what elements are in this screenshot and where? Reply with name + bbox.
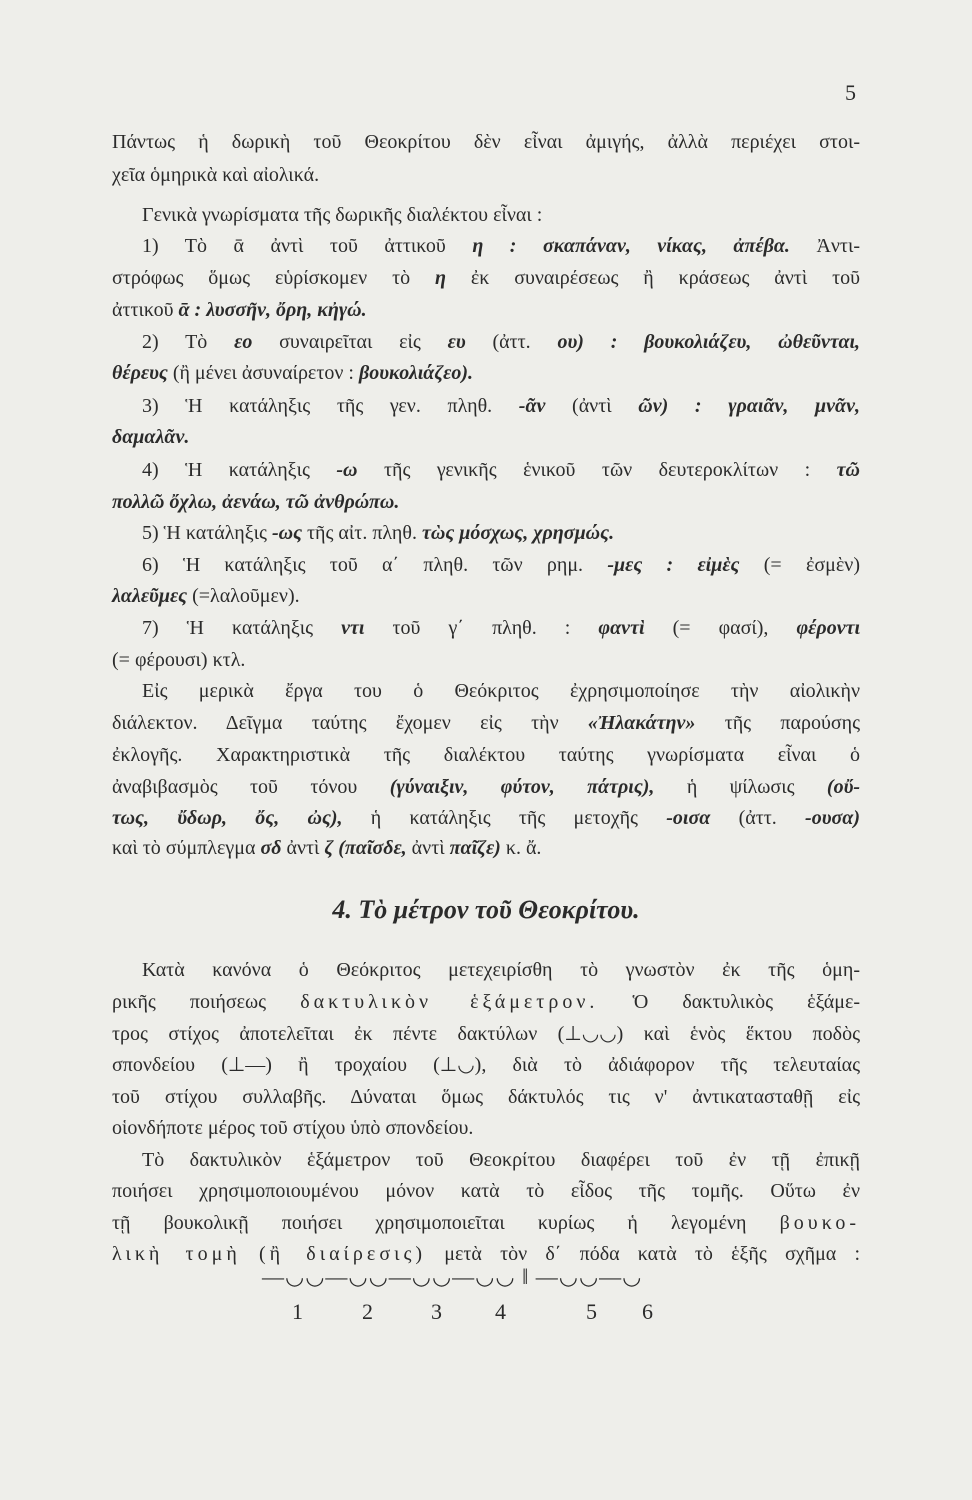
span: (ἀττ. bbox=[492, 331, 531, 353]
span: ευ bbox=[447, 331, 466, 353]
foot-number: 5 bbox=[586, 1299, 597, 1324]
span: (= φασί), bbox=[672, 617, 769, 639]
span: ρικῆς ποιήσεως bbox=[112, 991, 267, 1013]
text-line bbox=[112, 264, 860, 292]
span: Ἀντι- bbox=[816, 235, 861, 257]
text-line bbox=[142, 551, 860, 579]
span: τὼς μόσχως, χρησμώς. bbox=[421, 522, 615, 544]
span: ἐκ συναιρέσεως ἢ κράσεως ἀντὶ τοῦ bbox=[470, 267, 861, 289]
text-line: Γενικὰ γνωρίσματα τῆς δωρικῆς διαλέκτου εἶναι : bbox=[142, 204, 543, 226]
span: -ουσα) bbox=[805, 807, 861, 829]
span: (γύναιξιν, φύτον, πάτρις), bbox=[389, 776, 655, 798]
span: η bbox=[435, 267, 446, 289]
section-heading: 4. Τὸ μέτρον τοῦ Θεοκρίτου. bbox=[332, 895, 640, 924]
text-line: ποιήσει χρησιμοποιουμένου μόνον κατὰ τὸ εἶδος τῆς τομῆς. Οὕτω ἐν bbox=[112, 1180, 860, 1202]
span: ζ (παῖσδε, bbox=[324, 837, 407, 859]
span: φαντὶ bbox=[598, 617, 645, 639]
span: λικὴ τομὴ bbox=[112, 1243, 241, 1265]
text-line: τρος στίχος ἀποτελεῖται ἐκ πέντε δακτύλων (⊥◡◡) καὶ ἑνὸς ἕκτου ποδὸς bbox=[112, 1023, 860, 1045]
foot-number: 4 bbox=[495, 1299, 506, 1324]
span: 2) Τὸ bbox=[142, 331, 208, 353]
span: (= ἐσμὲν) bbox=[763, 554, 860, 576]
text-line: χεῖα ὁμηρικὰ καὶ αἰολικά. bbox=[112, 164, 320, 186]
foot-number: 1 bbox=[292, 1299, 303, 1324]
text-line bbox=[112, 804, 860, 832]
text-line bbox=[112, 359, 860, 387]
text-line: (= φέρουσι) κτλ. bbox=[112, 649, 246, 671]
span: «Ἠλακάτην» bbox=[587, 712, 696, 734]
span: εο bbox=[234, 331, 253, 353]
text-line: πολλῶ ὄχλω, ἀενάω, τῶ ἀνθρώπω. bbox=[112, 491, 400, 513]
text-line bbox=[112, 773, 860, 801]
span: (ἀντὶ bbox=[572, 395, 612, 417]
span: μετὰ τὸν δ΄ πόδα κατὰ τὸ ἑξῆς σχῆμα : bbox=[444, 1243, 861, 1265]
span: 7) Ἡ κατάληξις bbox=[142, 617, 314, 639]
text-line bbox=[142, 614, 860, 642]
span: 4) Ἡ κατάληξις bbox=[142, 459, 310, 481]
span: τῇ βουκολικῇ ποιήσει χρησιμοποιεῖται κυρίως ἡ λεγομένη bbox=[112, 1212, 747, 1234]
span: ἀναβιβασμὸς τοῦ τόνου bbox=[112, 776, 358, 798]
span: -ᾶν bbox=[518, 395, 546, 417]
span: (=λαλοῦμεν). bbox=[192, 585, 300, 607]
foot-number: 6 bbox=[642, 1299, 653, 1324]
text-line bbox=[112, 582, 860, 610]
foot-number: 2 bbox=[362, 1299, 373, 1324]
span: λαλεῦμες bbox=[112, 585, 188, 607]
page-number: 5 bbox=[845, 80, 856, 105]
span: -ω bbox=[336, 459, 358, 481]
span: 3) Ἡ κατάληξις τῆς γεν. πληθ. bbox=[142, 395, 493, 417]
span: -μες : εἰμὲς bbox=[607, 554, 740, 576]
span: ντι bbox=[341, 617, 365, 639]
span: ἀντὶ bbox=[411, 837, 445, 859]
text-line bbox=[142, 392, 860, 420]
span: σδ bbox=[260, 837, 282, 859]
span: ου) : βουκολιάζευ, ὠθεῦνται, bbox=[557, 331, 861, 353]
span: (ἀττ. bbox=[738, 807, 777, 829]
text-line: Πάντως ἡ δωρικὴ τοῦ Θεοκρίτου δὲν εἶναι ἀμιγής, ἀλλὰ περιέχει στοι- bbox=[112, 131, 860, 153]
text-line: Εἰς μερικὰ ἔργα του ὁ Θεόκριτος ἐχρησιμοποίησε τὴν αἰολικὴν bbox=[142, 680, 860, 702]
metrical-scheme: —◡◡—◡◡—◡◡—◡◡ ‖ —◡◡—◡ bbox=[262, 1264, 643, 1289]
span: θέρευς bbox=[112, 362, 168, 384]
span: διάλεκτον. Δεῖγμα ταύτης ἔχομεν εἰς τὴν bbox=[112, 712, 559, 734]
text-line bbox=[112, 296, 860, 324]
span: Ὁ δακτυλικὸς ἑξάμε- bbox=[632, 991, 861, 1013]
span: ἀντὶ bbox=[286, 837, 320, 859]
text-line bbox=[112, 834, 860, 862]
span: ᾱ : λυσσῆν, ὄρη, κἠγώ. bbox=[178, 299, 367, 321]
span: καὶ τὸ σύμπλεγμα bbox=[112, 837, 256, 859]
text-line bbox=[112, 988, 860, 1016]
span: ῶν) : γραιᾶν, μνᾶν, bbox=[638, 395, 861, 417]
text-line: Τὸ δακτυλικὸν ἑξάμετρον τοῦ Θεοκρίτου διαφέρει τοῦ ἐν τῇ ἐπικῇ bbox=[142, 1149, 860, 1171]
span: η : σκαπάναν, νίκας, ἀπέβα. bbox=[472, 235, 790, 257]
span: 6) Ἡ κατάληξις τοῦ α΄ πληθ. τῶν ρημ. bbox=[142, 554, 584, 576]
span: 5) Ἡ κατάληξις bbox=[142, 522, 267, 544]
text-line: ἐκλογῆς. Χαρακτηριστικὰ τῆς διαλέκτου ταύτης γνωρίσματα εἶναι ὁ bbox=[112, 744, 860, 766]
span: βουκολιάζεο). bbox=[358, 362, 474, 384]
span: ἡ ψίλωσις bbox=[686, 776, 795, 798]
text-line bbox=[142, 232, 860, 260]
text-line bbox=[112, 1209, 860, 1237]
text-line bbox=[142, 519, 890, 547]
foot-number: 3 bbox=[431, 1299, 442, 1324]
span: 1) Τὸ ᾱ ἀντὶ τοῦ ἀττικοῦ bbox=[142, 235, 446, 257]
span: ἡ κατάληξις τῆς μετοχῆς bbox=[370, 807, 638, 829]
text-line: οἱονδήποτε μέρος τοῦ στίχου ὑπὸ σπονδείου. bbox=[112, 1117, 474, 1139]
span: τοῦ γ΄ πληθ. : bbox=[392, 617, 571, 639]
text-line: τοῦ στίχου συλλαβῆς. Δύναται ὅμως δάκτυλός τις ν' ἀντικατασταθῇ εἰς bbox=[112, 1086, 860, 1108]
span: βουκο- bbox=[779, 1212, 860, 1234]
span: (οὔ- bbox=[826, 776, 861, 798]
span: τῆς γενικῆς ἑνικοῦ τῶν δευτεροκλίτων : bbox=[383, 459, 811, 481]
text-line bbox=[142, 456, 860, 484]
span: (ἢ μένει ἀσυναίρετον : bbox=[172, 362, 354, 384]
text-line: Κατὰ κανόνα ὁ Θεόκριτος μετεχειρίσθη τὸ γνωστὸν ἐκ τῆς ὁμη- bbox=[142, 959, 860, 981]
span: συναιρεῖται εἰς bbox=[279, 331, 421, 353]
span: ἀττικοῦ bbox=[112, 299, 174, 321]
span: στρόφως ὅμως εὑρίσκομεν τὸ bbox=[112, 267, 411, 289]
text-line: σπονδείου (⊥—) ἢ τροχαίου (⊥◡), διὰ τὸ ἀδιάφορον τῆς τελευταίας bbox=[112, 1054, 860, 1076]
span: τῆς παρούσης bbox=[724, 712, 861, 734]
span: (ἢ διαίρεσις) bbox=[258, 1243, 427, 1265]
span: τῶ bbox=[836, 459, 860, 481]
text-line: δαμαλᾶν. bbox=[112, 426, 190, 448]
span: φέροντι bbox=[796, 617, 860, 639]
text-line bbox=[112, 709, 860, 737]
span: κ. ἄ. bbox=[505, 837, 542, 859]
span: -ως bbox=[271, 522, 302, 544]
span: παῖζε) bbox=[449, 837, 501, 859]
span: δακτυλικὸν ἑξάμετρον. bbox=[300, 991, 599, 1013]
span: τως, ὔδωρ, ὄς, ὠς), bbox=[112, 807, 343, 829]
span: -οισα bbox=[666, 807, 711, 829]
text-line bbox=[142, 328, 860, 356]
span: τῆς αἰτ. πληθ. bbox=[307, 522, 417, 544]
